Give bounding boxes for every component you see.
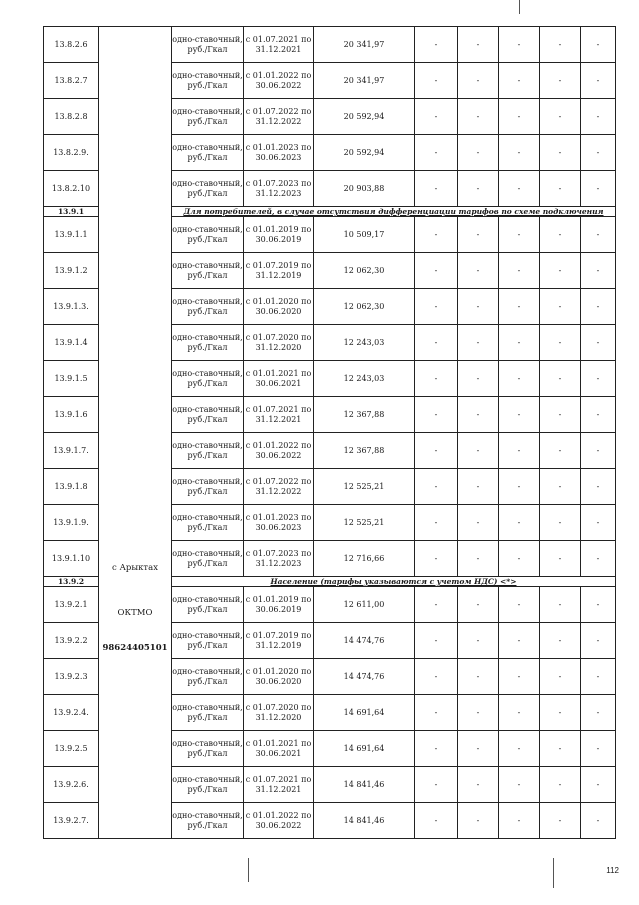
- period-cell: с 01.01.2021 по 30.06.2021: [244, 361, 314, 397]
- tariff-value-cell: 12 367,88: [314, 433, 415, 469]
- period-cell: с 01.07.2021 по 31.12.2021: [244, 767, 314, 803]
- empty-value-dash: -: [540, 695, 581, 731]
- empty-value-dash: -: [415, 767, 458, 803]
- row-number-cell: 13.9.1.9.: [44, 505, 99, 541]
- empty-value-dash: -: [458, 695, 499, 731]
- empty-value-dash: -: [581, 623, 616, 659]
- empty-value-dash: -: [581, 695, 616, 731]
- empty-value-dash: -: [415, 623, 458, 659]
- empty-value-dash: -: [499, 767, 540, 803]
- tariff-table: [43, 26, 616, 839]
- empty-value-dash: -: [499, 63, 540, 99]
- empty-value-dash: -: [458, 135, 499, 171]
- tariff-unit-cell: одно-ставочный, руб./Гкал: [172, 541, 244, 577]
- tariff-value-cell: 12 367,88: [314, 397, 415, 433]
- tariff-unit-cell: одно-ставочный, руб./Гкал: [172, 135, 244, 171]
- row-number-cell: 13.9.2.2: [44, 623, 99, 659]
- empty-value-dash: -: [540, 325, 581, 361]
- tariff-value-cell: 14 474,76: [314, 623, 415, 659]
- empty-value-dash: -: [415, 541, 458, 577]
- row-number-cell: 13.9.2.6.: [44, 767, 99, 803]
- row-number-cell: 13.9.2.3: [44, 659, 99, 695]
- table-row: [44, 27, 616, 63]
- empty-value-dash: -: [458, 397, 499, 433]
- organization-name: с Арыктах: [112, 563, 158, 573]
- empty-value-dash: -: [415, 433, 458, 469]
- tariff-unit-cell: одно-ставочный, руб./Гкал: [172, 171, 244, 207]
- empty-value-dash: -: [499, 695, 540, 731]
- tariff-unit-cell: одно-ставочный, руб./Гкал: [172, 397, 244, 433]
- row-number-cell: 13.9.2.5: [44, 731, 99, 767]
- tariff-value-cell: 14 474,76: [314, 659, 415, 695]
- empty-value-dash: -: [499, 27, 540, 63]
- row-number-cell: 13.8.2.7: [44, 63, 99, 99]
- empty-value-dash: -: [581, 659, 616, 695]
- scan-artifact-line: [553, 858, 554, 888]
- period-cell: с 01.07.2020 по 31.12.2020: [244, 325, 314, 361]
- period-cell: с 01.07.2020 по 31.12.2020: [244, 695, 314, 731]
- tariff-value-cell: 12 243,03: [314, 325, 415, 361]
- empty-value-dash: -: [458, 361, 499, 397]
- empty-value-dash: -: [458, 433, 499, 469]
- empty-value-dash: -: [415, 659, 458, 695]
- empty-value-dash: -: [499, 433, 540, 469]
- empty-value-dash: -: [458, 541, 499, 577]
- empty-value-dash: -: [540, 171, 581, 207]
- empty-value-dash: -: [415, 135, 458, 171]
- period-cell: с 01.01.2020 по 30.06.2020: [244, 289, 314, 325]
- tariff-value-cell: 12 062,30: [314, 289, 415, 325]
- empty-value-dash: -: [581, 325, 616, 361]
- period-cell: с 01.07.2023 по 31.12.2023: [244, 171, 314, 207]
- tariff-table-body: [44, 27, 616, 839]
- oktmo-code: 98624405101: [102, 643, 168, 653]
- tariff-value-cell: 20 592,94: [314, 99, 415, 135]
- tariff-unit-cell: одно-ставочный, руб./Гкал: [172, 63, 244, 99]
- empty-value-dash: -: [458, 623, 499, 659]
- row-number-cell: 13.9.2: [44, 577, 99, 587]
- empty-value-dash: -: [499, 171, 540, 207]
- tariff-unit-cell: одно-ставочный, руб./Гкал: [172, 659, 244, 695]
- empty-value-dash: -: [415, 803, 458, 839]
- tariff-value-cell: 10 509,17: [314, 217, 415, 253]
- empty-value-dash: -: [499, 289, 540, 325]
- row-number-cell: 13.9.2.7.: [44, 803, 99, 839]
- section-title: Население (тарифы указываются с учетом НДС) <*>: [172, 577, 616, 587]
- tariff-value-cell: 12 716,66: [314, 541, 415, 577]
- empty-value-dash: -: [458, 27, 499, 63]
- empty-value-dash: -: [415, 505, 458, 541]
- empty-value-dash: -: [581, 99, 616, 135]
- empty-value-dash: -: [458, 63, 499, 99]
- row-number-cell: 13.9.1.4: [44, 325, 99, 361]
- empty-value-dash: -: [581, 433, 616, 469]
- empty-value-dash: -: [540, 361, 581, 397]
- period-cell: с 01.01.2020 по 30.06.2020: [244, 659, 314, 695]
- tariff-value-cell: 20 592,94: [314, 135, 415, 171]
- period-cell: с 01.01.2022 по 30.06.2022: [244, 803, 314, 839]
- tariff-unit-cell: одно-ставочный, руб./Гкал: [172, 289, 244, 325]
- tariff-value-cell: 12 611,00: [314, 587, 415, 623]
- tariff-value-cell: 20 341,97: [314, 27, 415, 63]
- empty-value-dash: -: [540, 289, 581, 325]
- empty-value-dash: -: [540, 217, 581, 253]
- empty-value-dash: -: [458, 171, 499, 207]
- empty-value-dash: -: [458, 99, 499, 135]
- empty-value-dash: -: [581, 63, 616, 99]
- empty-value-dash: -: [581, 587, 616, 623]
- tariff-unit-cell: одно-ставочный, руб./Гкал: [172, 803, 244, 839]
- empty-value-dash: -: [581, 397, 616, 433]
- organization-block: [99, 27, 171, 838]
- empty-value-dash: -: [499, 623, 540, 659]
- tariff-value-cell: 12 243,03: [314, 361, 415, 397]
- empty-value-dash: -: [415, 587, 458, 623]
- period-cell: с 01.07.2021 по 31.12.2021: [244, 397, 314, 433]
- tariff-value-cell: 12 525,21: [314, 469, 415, 505]
- empty-value-dash: -: [415, 397, 458, 433]
- empty-value-dash: -: [415, 171, 458, 207]
- empty-value-dash: -: [458, 767, 499, 803]
- scan-artifact-line: [248, 858, 249, 882]
- empty-value-dash: -: [540, 803, 581, 839]
- empty-value-dash: -: [458, 505, 499, 541]
- empty-value-dash: -: [581, 217, 616, 253]
- tariff-unit-cell: одно-ставочный, руб./Гкал: [172, 469, 244, 505]
- period-cell: с 01.07.2019 по 31.12.2019: [244, 253, 314, 289]
- period-cell: с 01.01.2022 по 30.06.2022: [244, 433, 314, 469]
- row-number-cell: 13.9.1.10: [44, 541, 99, 577]
- organization-cell: [99, 27, 172, 839]
- empty-value-dash: -: [499, 253, 540, 289]
- empty-value-dash: -: [458, 731, 499, 767]
- empty-value-dash: -: [415, 325, 458, 361]
- empty-value-dash: -: [499, 99, 540, 135]
- empty-value-dash: -: [540, 587, 581, 623]
- row-number-cell: 13.9.1.6: [44, 397, 99, 433]
- empty-value-dash: -: [499, 731, 540, 767]
- empty-value-dash: -: [581, 767, 616, 803]
- empty-value-dash: -: [581, 731, 616, 767]
- empty-value-dash: -: [581, 803, 616, 839]
- empty-value-dash: -: [581, 135, 616, 171]
- row-number-cell: 13.9.2.4.: [44, 695, 99, 731]
- tariff-value-cell: 14 841,46: [314, 767, 415, 803]
- empty-value-dash: -: [415, 469, 458, 505]
- scan-artifact-line: [519, 0, 520, 14]
- period-cell: с 01.01.2021 по 30.06.2021: [244, 731, 314, 767]
- period-cell: с 01.07.2023 по 31.12.2023: [244, 541, 314, 577]
- tariff-value-cell: 12 525,21: [314, 505, 415, 541]
- empty-value-dash: -: [499, 361, 540, 397]
- empty-value-dash: -: [540, 99, 581, 135]
- tariff-value-cell: 14 691,64: [314, 695, 415, 731]
- period-cell: с 01.01.2023 по 30.06.2023: [244, 135, 314, 171]
- row-number-cell: 13.8.2.10: [44, 171, 99, 207]
- tariff-unit-cell: одно-ставочный, руб./Гкал: [172, 767, 244, 803]
- period-cell: с 01.01.2019 по 30.06.2019: [244, 587, 314, 623]
- empty-value-dash: -: [581, 27, 616, 63]
- period-cell: с 01.07.2019 по 31.12.2019: [244, 623, 314, 659]
- empty-value-dash: -: [581, 289, 616, 325]
- period-cell: с 01.07.2022 по 31.12.2022: [244, 99, 314, 135]
- period-cell: с 01.01.2023 по 30.06.2023: [244, 505, 314, 541]
- tariff-unit-cell: одно-ставочный, руб./Гкал: [172, 505, 244, 541]
- row-number-cell: 13.8.2.8: [44, 99, 99, 135]
- empty-value-dash: -: [415, 361, 458, 397]
- empty-value-dash: -: [458, 253, 499, 289]
- tariff-unit-cell: одно-ставочный, руб./Гкал: [172, 253, 244, 289]
- tariff-value-cell: 12 062,30: [314, 253, 415, 289]
- empty-value-dash: -: [499, 325, 540, 361]
- empty-value-dash: -: [540, 253, 581, 289]
- section-title: Для потребителей, в случае отсутствия дифференциации тарифов по схеме подключения: [172, 207, 616, 217]
- empty-value-dash: -: [540, 767, 581, 803]
- tariff-unit-cell: одно-ставочный, руб./Гкал: [172, 587, 244, 623]
- empty-value-dash: -: [499, 541, 540, 577]
- row-number-cell: 13.9.1.3.: [44, 289, 99, 325]
- tariff-unit-cell: одно-ставочный, руб./Гкал: [172, 433, 244, 469]
- row-number-cell: 13.9.1.8: [44, 469, 99, 505]
- empty-value-dash: -: [458, 469, 499, 505]
- empty-value-dash: -: [540, 27, 581, 63]
- empty-value-dash: -: [458, 289, 499, 325]
- row-number-cell: 13.8.2.9.: [44, 135, 99, 171]
- tariff-unit-cell: одно-ставочный, руб./Гкал: [172, 27, 244, 63]
- empty-value-dash: -: [499, 505, 540, 541]
- period-cell: с 01.01.2022 по 30.06.2022: [244, 63, 314, 99]
- empty-value-dash: -: [458, 325, 499, 361]
- empty-value-dash: -: [540, 505, 581, 541]
- row-number-cell: 13.9.2.1: [44, 587, 99, 623]
- empty-value-dash: -: [458, 587, 499, 623]
- empty-value-dash: -: [540, 433, 581, 469]
- empty-value-dash: -: [581, 171, 616, 207]
- empty-value-dash: -: [415, 253, 458, 289]
- empty-value-dash: -: [499, 397, 540, 433]
- empty-value-dash: -: [499, 587, 540, 623]
- empty-value-dash: -: [415, 217, 458, 253]
- tariff-value-cell: 14 841,46: [314, 803, 415, 839]
- tariff-unit-cell: одно-ставочный, руб./Гкал: [172, 731, 244, 767]
- empty-value-dash: -: [540, 135, 581, 171]
- empty-value-dash: -: [581, 505, 616, 541]
- row-number-cell: 13.9.1.2: [44, 253, 99, 289]
- period-cell: с 01.01.2019 по 30.06.2019: [244, 217, 314, 253]
- empty-value-dash: -: [415, 695, 458, 731]
- row-number-cell: 13.9.1.1: [44, 217, 99, 253]
- tariff-unit-cell: одно-ставочный, руб./Гкал: [172, 217, 244, 253]
- empty-value-dash: -: [540, 397, 581, 433]
- empty-value-dash: -: [540, 63, 581, 99]
- empty-value-dash: -: [581, 541, 616, 577]
- empty-value-dash: -: [540, 731, 581, 767]
- row-number-cell: 13.9.1: [44, 207, 99, 217]
- page-number: 112: [606, 866, 619, 875]
- empty-value-dash: -: [499, 659, 540, 695]
- tariff-value-cell: 14 691,64: [314, 731, 415, 767]
- empty-value-dash: -: [540, 659, 581, 695]
- period-cell: с 01.07.2022 по 31.12.2022: [244, 469, 314, 505]
- tariff-value-cell: 20 903,88: [314, 171, 415, 207]
- empty-value-dash: -: [499, 803, 540, 839]
- tariff-unit-cell: одно-ставочный, руб./Гкал: [172, 325, 244, 361]
- empty-value-dash: -: [499, 217, 540, 253]
- empty-value-dash: -: [458, 803, 499, 839]
- empty-value-dash: -: [581, 361, 616, 397]
- row-number-cell: 13.8.2.6: [44, 27, 99, 63]
- empty-value-dash: -: [499, 135, 540, 171]
- empty-value-dash: -: [415, 731, 458, 767]
- empty-value-dash: -: [581, 253, 616, 289]
- empty-value-dash: -: [415, 63, 458, 99]
- empty-value-dash: -: [458, 217, 499, 253]
- tariff-value-cell: 20 341,97: [314, 63, 415, 99]
- tariff-unit-cell: одно-ставочный, руб./Гкал: [172, 695, 244, 731]
- row-number-cell: 13.9.1.5: [44, 361, 99, 397]
- empty-value-dash: -: [499, 469, 540, 505]
- row-number-cell: 13.9.1.7.: [44, 433, 99, 469]
- oktmo-label: ОКТМО: [117, 608, 153, 618]
- empty-value-dash: -: [458, 659, 499, 695]
- tariff-unit-cell: одно-ставочный, руб./Гкал: [172, 361, 244, 397]
- empty-value-dash: -: [540, 541, 581, 577]
- empty-value-dash: -: [540, 623, 581, 659]
- tariff-unit-cell: одно-ставочный, руб./Гкал: [172, 99, 244, 135]
- period-cell: с 01.07.2021 по 31.12.2021: [244, 27, 314, 63]
- empty-value-dash: -: [415, 289, 458, 325]
- empty-value-dash: -: [415, 27, 458, 63]
- empty-value-dash: -: [540, 469, 581, 505]
- tariff-unit-cell: одно-ставочный, руб./Гкал: [172, 623, 244, 659]
- empty-value-dash: -: [415, 99, 458, 135]
- empty-value-dash: -: [581, 469, 616, 505]
